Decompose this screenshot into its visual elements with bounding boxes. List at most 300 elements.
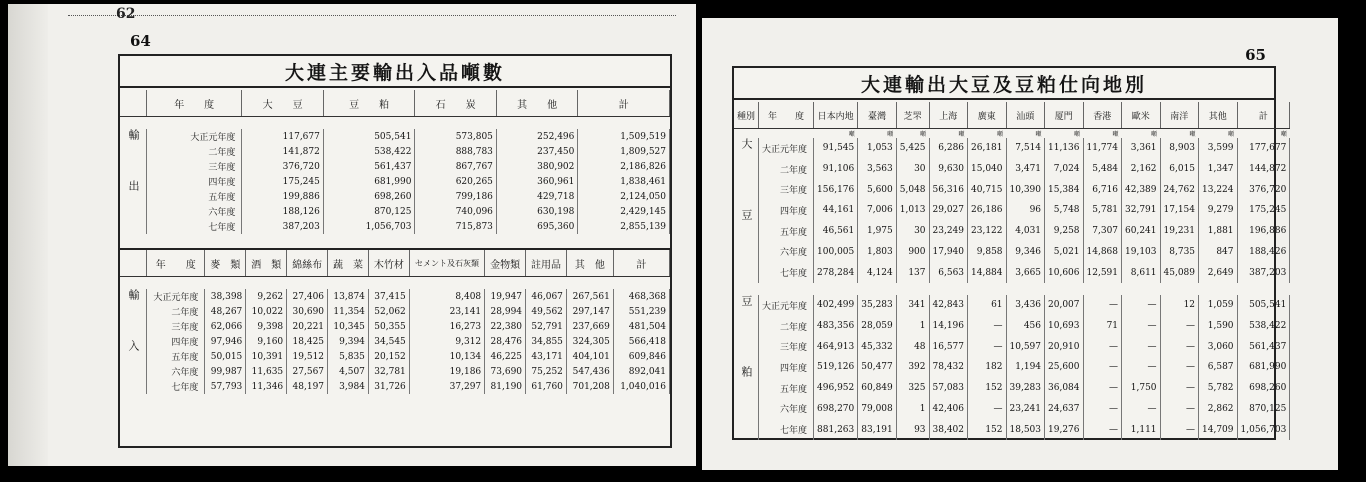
table-row: [120, 319, 670, 334]
value-cell: 15,040: [968, 159, 1007, 180]
value-cell: 10,134: [409, 349, 484, 364]
year-cell: 四年度: [147, 334, 205, 349]
value-cell: 42,389: [1122, 179, 1161, 200]
value-cell: 156,176: [814, 179, 858, 200]
value-cell: 175,245: [1237, 200, 1290, 221]
value-cell: 8,903: [1160, 138, 1199, 159]
table-row: [120, 159, 670, 174]
value-cell: 25,600: [1045, 357, 1084, 378]
year-cell: 三年度: [759, 336, 814, 357]
unit-cell: 噸: [1074, 131, 1081, 138]
table-row: [120, 219, 670, 234]
value-cell: 1: [896, 316, 929, 337]
value-cell: 13,874: [328, 289, 369, 304]
page-spine-shadow: [8, 4, 48, 466]
table-row: [734, 336, 1290, 357]
value-cell: 376,720: [1237, 179, 1290, 200]
column-header: 年 度: [147, 249, 205, 277]
value-cell: 196,886: [1237, 221, 1290, 242]
column-header: 厦門: [1045, 102, 1084, 129]
value-cell: 15,384: [1045, 179, 1084, 200]
value-cell: 695,360: [496, 219, 577, 234]
value-cell: 4,031: [1006, 221, 1045, 242]
value-cell: 1,509,519: [578, 129, 670, 144]
value-cell: 464,913: [814, 336, 858, 357]
table-row: [120, 144, 670, 159]
value-cell: 404,101: [566, 349, 613, 364]
value-cell: 481,504: [613, 319, 669, 334]
value-cell: 429,718: [496, 189, 577, 204]
column-header: 上海: [929, 102, 968, 129]
value-cell: 34,545: [368, 334, 409, 349]
value-cell: 28,059: [858, 316, 897, 337]
value-cell: 6,286: [929, 138, 968, 159]
value-cell: 9,858: [968, 242, 1007, 263]
value-cell: 278,284: [814, 262, 858, 283]
value-cell: 20,910: [1045, 336, 1084, 357]
year-cell: 六年度: [759, 399, 814, 420]
value-cell: 505,541: [1237, 295, 1290, 316]
left-page: [8, 4, 696, 466]
column-header: 大 豆: [242, 90, 323, 117]
table-row: [120, 129, 670, 144]
unit-cell: 噸: [1189, 131, 1196, 138]
value-cell: 182: [968, 357, 1007, 378]
left-page-number: 64: [130, 32, 151, 50]
side-label: 大豆: [740, 138, 753, 280]
value-cell: 1,347: [1199, 159, 1238, 180]
value-cell: 3,599: [1199, 138, 1238, 159]
value-cell: 799,186: [415, 189, 496, 204]
table-row: [120, 364, 670, 379]
value-cell: —: [1160, 357, 1199, 378]
unit-row: [734, 129, 1290, 139]
year-cell: 大正元年度: [147, 289, 205, 304]
value-cell: 14,196: [929, 316, 968, 337]
value-cell: 566,418: [613, 334, 669, 349]
column-header: 芝罘: [896, 102, 929, 129]
value-cell: 4,507: [328, 364, 369, 379]
spacer-row: [120, 277, 670, 290]
value-cell: 75,252: [526, 364, 567, 379]
value-cell: 2,649: [1199, 262, 1238, 283]
value-cell: 20,221: [287, 319, 328, 334]
table-row: [734, 419, 1290, 440]
unit-cell: 噸: [1280, 131, 1287, 138]
year-cell: 四年度: [759, 200, 814, 221]
value-cell: 40,715: [968, 179, 1007, 200]
value-cell: 38,398: [205, 289, 246, 304]
value-cell: 9,160: [246, 334, 287, 349]
import-table: [120, 248, 670, 394]
value-cell: 22,380: [485, 319, 526, 334]
year-cell: 大正元年度: [147, 129, 242, 144]
value-cell: 630,198: [496, 204, 577, 219]
value-cell: 867,767: [415, 159, 496, 174]
column-header: 香港: [1083, 102, 1122, 129]
value-cell: —: [1160, 399, 1199, 420]
column-header: 臺灣: [858, 102, 897, 129]
value-cell: 376,720: [242, 159, 323, 174]
year-cell: 五年度: [759, 378, 814, 399]
table-row: [734, 357, 1290, 378]
column-header: 年 度: [147, 90, 242, 117]
table-row: [120, 174, 670, 189]
value-cell: 117,677: [242, 129, 323, 144]
year-cell: 七年度: [759, 262, 814, 283]
value-cell: 10,606: [1045, 262, 1084, 283]
value-cell: 380,902: [496, 159, 577, 174]
year-cell: 七年度: [147, 219, 242, 234]
value-cell: 27,406: [287, 289, 328, 304]
value-cell: 20,007: [1045, 295, 1084, 316]
column-header: 日本内地: [814, 102, 858, 129]
value-cell: 31,726: [368, 379, 409, 394]
value-cell: 10,693: [1045, 316, 1084, 337]
value-cell: 97,946: [205, 334, 246, 349]
value-cell: 79,008: [858, 399, 897, 420]
column-header: 歐米: [1122, 102, 1161, 129]
table-row: [120, 379, 670, 394]
value-cell: 12: [1160, 295, 1199, 316]
column-header: 酒 類: [246, 249, 287, 277]
side-label-cell: [120, 289, 147, 394]
value-cell: 387,203: [242, 219, 323, 234]
value-cell: 52,062: [368, 304, 409, 319]
column-header: 木竹材: [368, 249, 409, 277]
import-header-row: [120, 249, 670, 277]
value-cell: 3,984: [328, 379, 369, 394]
unit-cell: 噸: [920, 131, 927, 138]
value-cell: 16,273: [409, 319, 484, 334]
value-cell: 387,203: [1237, 262, 1290, 283]
value-cell: 392: [896, 357, 929, 378]
value-cell: 30: [896, 221, 929, 242]
value-cell: —: [1083, 399, 1122, 420]
table-row: [734, 262, 1290, 283]
value-cell: 188,426: [1237, 242, 1290, 263]
value-cell: 83,191: [858, 419, 897, 440]
value-cell: 23,122: [968, 221, 1007, 242]
year-cell: 七年度: [147, 379, 205, 394]
value-cell: 1,975: [858, 221, 897, 242]
side-label: 豆粕: [740, 295, 753, 437]
value-cell: —: [1160, 378, 1199, 399]
value-cell: 19,103: [1122, 242, 1161, 263]
value-cell: 900: [896, 242, 929, 263]
value-cell: —: [1160, 336, 1199, 357]
year-cell: 五年度: [147, 189, 242, 204]
unit-cell: 噸: [1112, 131, 1119, 138]
table-row: [734, 138, 1290, 159]
value-cell: 2,186,826: [578, 159, 670, 174]
value-cell: 14,709: [1199, 419, 1238, 440]
unit-cell: 噸: [848, 131, 855, 138]
value-cell: 701,208: [566, 379, 613, 394]
value-cell: 19,947: [485, 289, 526, 304]
value-cell: 19,276: [1045, 419, 1084, 440]
year-cell: 大正元年度: [759, 295, 814, 316]
value-cell: 1,838,461: [578, 174, 670, 189]
table-row: [734, 221, 1290, 242]
value-cell: 23,141: [409, 304, 484, 319]
value-cell: —: [968, 316, 1007, 337]
value-cell: 34,855: [526, 334, 567, 349]
value-cell: 881,263: [814, 419, 858, 440]
value-cell: 48,197: [287, 379, 328, 394]
column-header: 其 他: [496, 90, 577, 117]
year-cell: 三年度: [147, 319, 205, 334]
value-cell: 36,084: [1045, 378, 1084, 399]
column-header: 石 炭: [415, 90, 496, 117]
value-cell: 5,048: [896, 179, 929, 200]
value-cell: 402,499: [814, 295, 858, 316]
value-cell: —: [1083, 378, 1122, 399]
value-cell: 78,432: [929, 357, 968, 378]
value-cell: 19,512: [287, 349, 328, 364]
value-cell: 32,791: [1122, 200, 1161, 221]
value-cell: 26,186: [968, 200, 1007, 221]
column-header: 南洋: [1160, 102, 1199, 129]
value-cell: 9,398: [246, 319, 287, 334]
unit-cell: 噸: [887, 131, 894, 138]
value-cell: 60,241: [1122, 221, 1161, 242]
value-cell: 9,346: [1006, 242, 1045, 263]
value-cell: 7,514: [1006, 138, 1045, 159]
table-row: [734, 316, 1290, 337]
value-cell: 50,355: [368, 319, 409, 334]
value-cell: 888,783: [415, 144, 496, 159]
right-page: [702, 18, 1338, 470]
value-cell: 29,027: [929, 200, 968, 221]
value-cell: —: [1083, 419, 1122, 440]
value-cell: 24,637: [1045, 399, 1084, 420]
value-cell: 8,408: [409, 289, 484, 304]
year-cell: 二年度: [147, 144, 242, 159]
value-cell: 468,368: [613, 289, 669, 304]
value-cell: 9,279: [1199, 200, 1238, 221]
year-cell: 二年度: [759, 159, 814, 180]
value-cell: 698,260: [1237, 378, 1290, 399]
value-cell: 456: [1006, 316, 1045, 337]
side-label-cell: [734, 295, 759, 440]
value-cell: 1,881: [1199, 221, 1238, 242]
value-cell: 10,022: [246, 304, 287, 319]
value-cell: 16,577: [929, 336, 968, 357]
value-cell: 11,346: [246, 379, 287, 394]
value-cell: —: [1122, 295, 1161, 316]
value-cell: 3,436: [1006, 295, 1045, 316]
value-cell: —: [1122, 336, 1161, 357]
year-cell: 六年度: [147, 364, 205, 379]
value-cell: 1: [896, 399, 929, 420]
value-cell: 681,990: [1237, 357, 1290, 378]
value-cell: 100,005: [814, 242, 858, 263]
value-cell: 9,312: [409, 334, 484, 349]
value-cell: 7,006: [858, 200, 897, 221]
value-cell: 11,774: [1083, 138, 1122, 159]
value-cell: 137: [896, 262, 929, 283]
value-cell: 9,258: [1045, 221, 1084, 242]
table-row: [734, 242, 1290, 263]
value-cell: —: [1122, 316, 1161, 337]
table-row: [734, 399, 1290, 420]
value-cell: 1,194: [1006, 357, 1045, 378]
value-cell: 141,872: [242, 144, 323, 159]
year-cell: 三年度: [147, 159, 242, 174]
value-cell: 57,083: [929, 378, 968, 399]
table-row: [120, 334, 670, 349]
value-cell: 2,162: [1122, 159, 1161, 180]
value-cell: 5,748: [1045, 200, 1084, 221]
value-cell: 152: [968, 419, 1007, 440]
column-header: 綿絲布: [287, 249, 328, 277]
side-label: 輸出: [127, 129, 140, 231]
value-cell: 44,161: [814, 200, 858, 221]
table-row: [120, 349, 670, 364]
value-cell: 17,154: [1160, 200, 1199, 221]
value-cell: 61,760: [526, 379, 567, 394]
value-cell: 5,484: [1083, 159, 1122, 180]
value-cell: 9,394: [328, 334, 369, 349]
value-cell: —: [1083, 295, 1122, 316]
value-cell: 7,307: [1083, 221, 1122, 242]
value-cell: 1,803: [858, 242, 897, 263]
value-cell: 360,961: [496, 174, 577, 189]
value-cell: 45,089: [1160, 262, 1199, 283]
value-cell: 71: [1083, 316, 1122, 337]
value-cell: 6,015: [1160, 159, 1199, 180]
column-header: 計: [613, 249, 669, 277]
unit-cell: 噸: [997, 131, 1004, 138]
value-cell: 870,125: [1237, 399, 1290, 420]
value-cell: 519,126: [814, 357, 858, 378]
value-cell: 237,669: [566, 319, 613, 334]
column-header: 種別: [734, 102, 759, 129]
value-cell: 8,735: [1160, 242, 1199, 263]
value-cell: 698,270: [814, 399, 858, 420]
side-label: 輸入: [127, 289, 140, 391]
unit-cell: 噸: [1228, 131, 1235, 138]
value-cell: 19,186: [409, 364, 484, 379]
value-cell: 2,855,139: [578, 219, 670, 234]
side-label-cell: [120, 129, 147, 234]
unit-cell: 噸: [958, 131, 965, 138]
value-cell: 3,471: [1006, 159, 1045, 180]
destination-header-row: [734, 102, 1290, 129]
value-cell: 5,600: [858, 179, 897, 200]
column-header: 註用品: [526, 249, 567, 277]
table-row: [120, 204, 670, 219]
column-header: 其 他: [566, 249, 613, 277]
value-cell: 9,262: [246, 289, 287, 304]
value-cell: 73,690: [485, 364, 526, 379]
value-cell: 237,450: [496, 144, 577, 159]
value-cell: 561,437: [1237, 336, 1290, 357]
value-cell: 505,541: [323, 129, 415, 144]
value-cell: 91,545: [814, 138, 858, 159]
right-table-frame: [732, 66, 1287, 440]
column-header: 蔬 菜: [328, 249, 369, 277]
value-cell: —: [1083, 336, 1122, 357]
value-cell: 3,060: [1199, 336, 1238, 357]
value-cell: 3,665: [1006, 262, 1045, 283]
value-cell: 6,587: [1199, 357, 1238, 378]
value-cell: 48,267: [205, 304, 246, 319]
column-header: 豆 粕: [323, 90, 415, 117]
value-cell: 23,249: [929, 221, 968, 242]
value-cell: 551,239: [613, 304, 669, 319]
value-cell: 681,990: [323, 174, 415, 189]
value-cell: 28,476: [485, 334, 526, 349]
value-cell: —: [1122, 399, 1161, 420]
value-cell: 93: [896, 419, 929, 440]
value-cell: —: [1083, 357, 1122, 378]
value-cell: 37,415: [368, 289, 409, 304]
value-cell: 199,886: [242, 189, 323, 204]
value-cell: 177,677: [1237, 138, 1290, 159]
value-cell: 2,862: [1199, 399, 1238, 420]
value-cell: 46,561: [814, 221, 858, 242]
value-cell: 17,940: [929, 242, 968, 263]
column-header: 年 度: [759, 102, 814, 129]
value-cell: —: [1122, 357, 1161, 378]
value-cell: 28,994: [485, 304, 526, 319]
value-cell: 10,597: [1006, 336, 1045, 357]
block-gap: [734, 283, 1290, 295]
year-cell: 七年度: [759, 419, 814, 440]
table-row: [734, 295, 1290, 316]
value-cell: 5,835: [328, 349, 369, 364]
year-cell: 四年度: [147, 174, 242, 189]
value-cell: 620,265: [415, 174, 496, 189]
left-table-title: 大連主要輸出入品噸數: [120, 56, 670, 88]
export-body: [120, 117, 670, 235]
column-header: 麥 類: [205, 249, 246, 277]
year-cell: 二年度: [759, 316, 814, 337]
value-cell: 3,563: [858, 159, 897, 180]
spacer-row: [120, 117, 670, 130]
value-cell: 547,436: [566, 364, 613, 379]
value-cell: 252,496: [496, 129, 577, 144]
destination-body: [734, 129, 1290, 441]
value-cell: 1,040,016: [613, 379, 669, 394]
value-cell: 1,750: [1122, 378, 1161, 399]
right-page-number: 65: [1245, 46, 1266, 64]
value-cell: 62,066: [205, 319, 246, 334]
year-cell: 二年度: [147, 304, 205, 319]
value-cell: 152: [968, 378, 1007, 399]
value-cell: 341: [896, 295, 929, 316]
value-cell: 46,225: [485, 349, 526, 364]
value-cell: 496,952: [814, 378, 858, 399]
unit-spacer: [734, 129, 814, 139]
value-cell: —: [968, 399, 1007, 420]
value-cell: 96: [1006, 200, 1045, 221]
value-cell: 715,873: [415, 219, 496, 234]
value-cell: 13,224: [1199, 179, 1238, 200]
value-cell: 11,136: [1045, 138, 1084, 159]
value-cell: 8,611: [1122, 262, 1161, 283]
value-cell: 3,361: [1122, 138, 1161, 159]
column-header: 金物類: [485, 249, 526, 277]
value-cell: 609,846: [613, 349, 669, 364]
value-cell: 297,147: [566, 304, 613, 319]
value-cell: 43,171: [526, 349, 567, 364]
value-cell: 18,425: [287, 334, 328, 349]
value-cell: 6,716: [1083, 179, 1122, 200]
value-cell: 56,316: [929, 179, 968, 200]
